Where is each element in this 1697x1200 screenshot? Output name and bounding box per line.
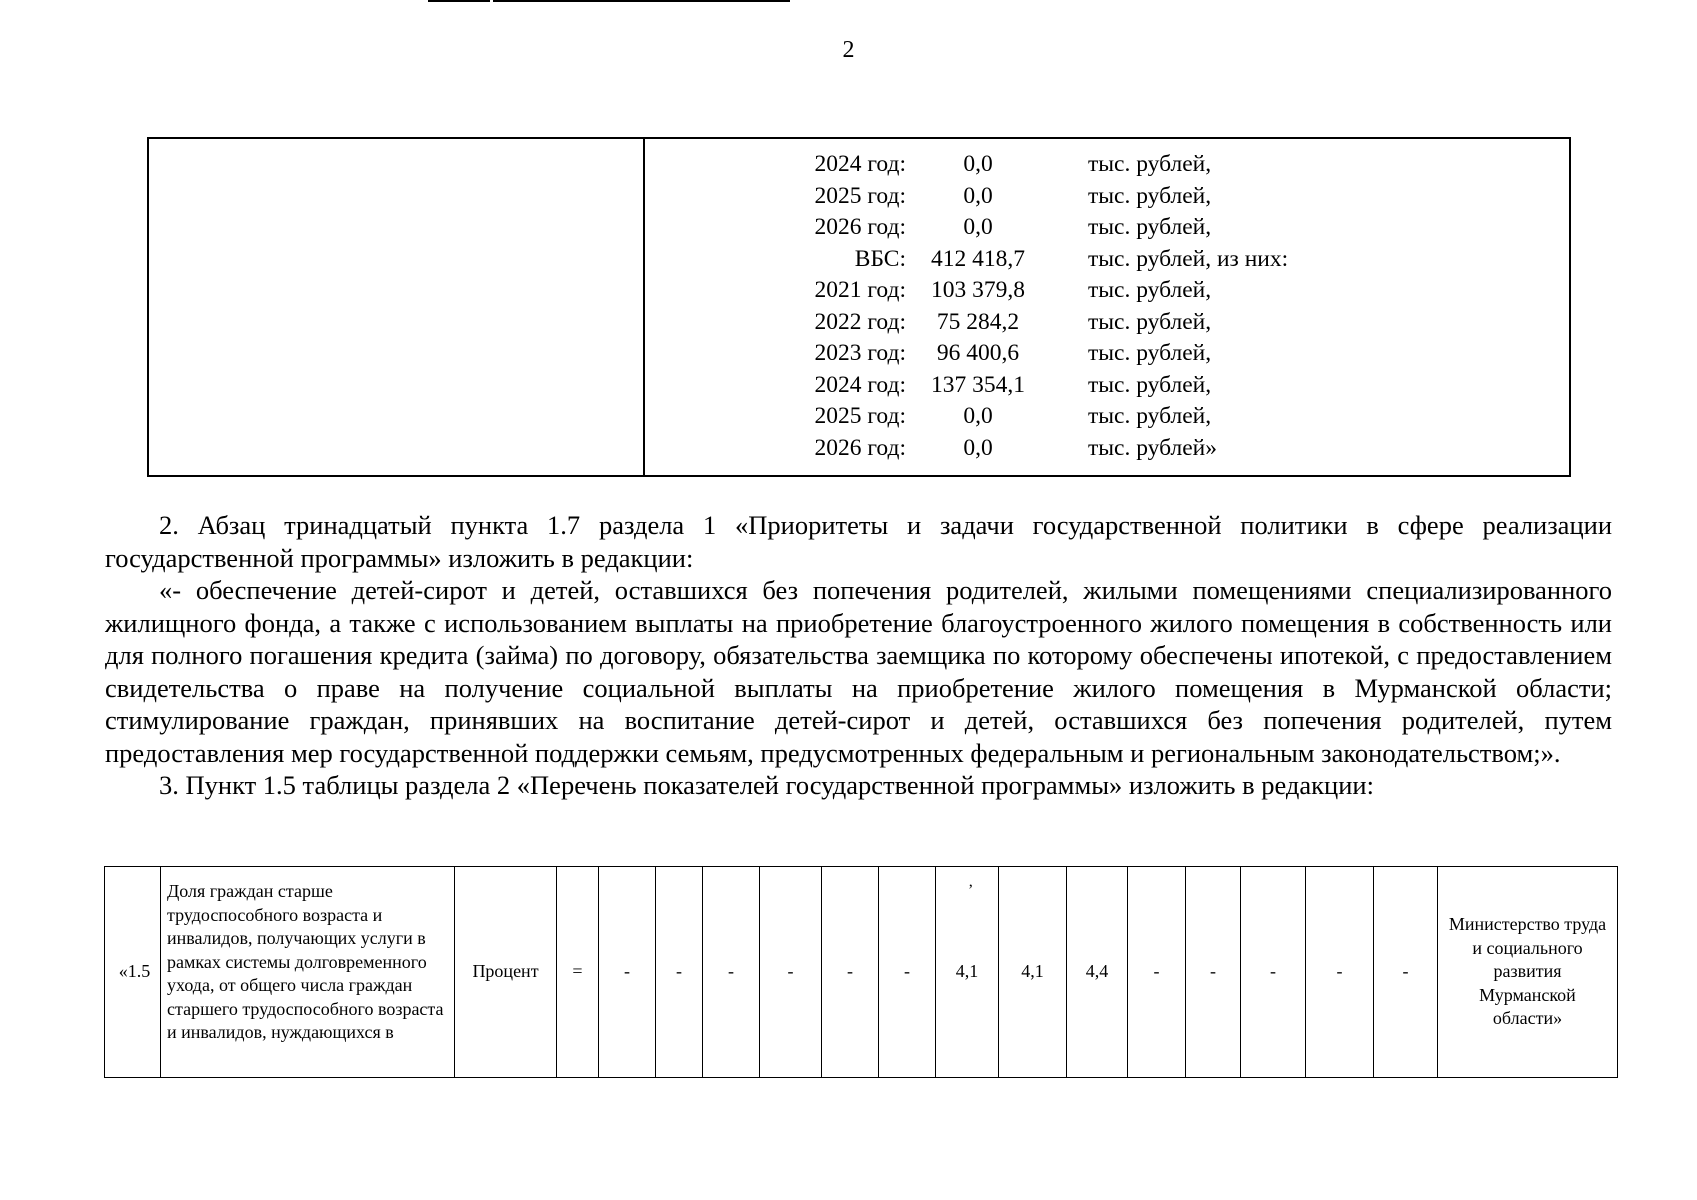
indicator-value-cell: - [599,867,656,1078]
financing-unit: тыс. рублей, из них: [1088,245,1289,272]
financing-year-label: 2026 год: [814,434,906,461]
financing-unit: тыс. рублей, [1088,308,1212,335]
amendment-paragraph-2: 2. Абзац тринадцатый пункта 1.7 раздела 1 «Приоритеты и задачи государственной политики в сфере реализации государственной программы» изложить в редакции: [105,510,1612,573]
indicator-number: «1.5 [105,867,161,1078]
top-cut-rule-right [493,0,790,2]
indicator-table [104,866,1618,1078]
financing-unit: тыс. рублей, [1088,182,1212,209]
financing-unit: тыс. рублей, [1088,277,1212,303]
financing-row [643,244,1569,276]
financing-row [643,275,1569,307]
financing-amount: 0,0 [963,214,993,240]
financing-year-label: 2022 год: [814,308,906,335]
financing-source-label: ВБС: [854,245,906,272]
indicator-value-cell: - [1186,867,1241,1078]
financing-amount: 0,0 [963,182,993,209]
financing-year-label: 2025 год: [814,182,906,209]
amendment-text [105,509,1612,802]
financing-amount: 412 418,7 [931,245,1025,272]
financing-row [643,212,1569,244]
financing-row [643,149,1569,181]
financing-amount: 75 284,2 [936,308,1020,335]
financing-row [643,401,1569,433]
amendment-paragraph-3: 3. Пункт 1.5 таблицы раздела 2 «Перечень показателей государственной программы» изложить в редакции: [159,770,1374,800]
indicator-value-cell: - [879,867,936,1078]
financing-amount: 103 379,8 [931,277,1025,303]
indicator-value-cell: - [1374,867,1438,1078]
amendment-quote-paragraph: «- обеспечение детей-сирот и детей, оставшихся без попечения родителей, жилыми помещениями специализированного жилищного фонда, а также с использованием выплаты на приобретение благоустроенного жилого помещения в собственность или для полного погашения кредита (займа) по договору, обязательства заемщика по которому обеспечены ипотекой, с предоставлением свидетельства о праве на получение социальной выплаты на приобретение жилого помещения в Мурманской области; стимулирование граждан, принявших на воспитание детей-сирот и детей, оставшихся без попечения родителей, путем предоставления мер государственной поддержки семьям, предусмотренных федеральным и региональным законодательством;». [105,575,1612,768]
financing-row [643,307,1569,339]
indicator-value-cell: - [1241,867,1306,1078]
financing-unit: тыс. рублей, [1088,214,1212,240]
financing-amount: 0,0 [963,434,993,461]
stray-tick-mark: ʼ [968,882,974,899]
indicator-unit: Процент [455,867,557,1078]
table-row [105,867,1618,1078]
indicator-value-cell: - [1306,867,1374,1078]
indicator-value-cell: 4,1 [936,867,999,1078]
financing-row [643,433,1569,465]
indicator-value-cell: - [1128,867,1186,1078]
indicator-value-cell: - [822,867,879,1078]
financing-year-label: 2025 год: [814,403,906,429]
financing-amount: 0,0 [963,403,993,429]
financing-unit: тыс. рублей, [1088,403,1212,429]
financing-row [643,370,1569,402]
financing-amount: 137 354,1 [931,371,1025,398]
indicator-value-cell: 4,4 [1067,867,1128,1078]
financing-amount: 96 400,6 [936,340,1020,366]
financing-year-label: 2026 год: [814,214,906,240]
financing-amount: 0,0 [963,151,993,177]
financing-unit: тыс. рублей, [1088,340,1212,366]
indicator-value-cell: - [703,867,760,1078]
top-cut-rule-left [428,0,490,2]
indicator-value-cell: 4,1 [999,867,1067,1078]
financing-table [147,137,1571,477]
financing-year-label: 2021 год: [814,277,906,303]
financing-lines [643,149,1569,464]
financing-year-label: 2024 год: [814,371,906,398]
indicator-responsible: Министерство труда и социального развития Мурманской области» [1438,867,1618,1078]
financing-year-label: 2024 год: [814,151,906,177]
financing-unit: тыс. рублей» [1088,434,1217,461]
indicator-direction: = [557,867,599,1078]
financing-row [643,338,1569,370]
financing-year-label: 2023 год: [814,340,906,366]
financing-row [643,181,1569,213]
indicator-name: Доля граждан старше трудоспособного возраста и инвалидов, получающих услуги в рамках системы долговременного ухода, от общего числа граждан старшего трудоспособного возраста и инвалидов, нуждающихся в [161,867,455,1078]
indicator-value-cell: - [656,867,703,1078]
financing-unit: тыс. рублей, [1088,371,1212,398]
financing-unit: тыс. рублей, [1088,151,1212,177]
indicator-value-cell: - [760,867,822,1078]
page-number: 2 [842,37,855,63]
